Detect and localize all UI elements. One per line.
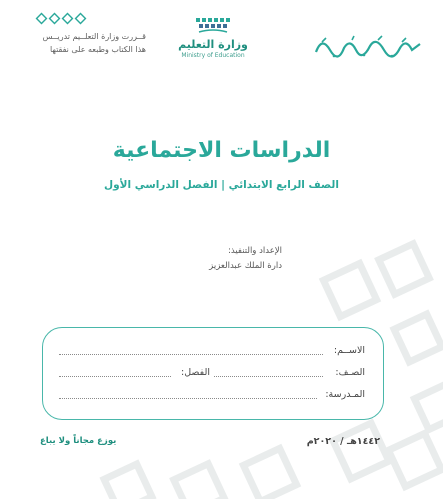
ministry-name-ar: وزارة التعليم [178,38,248,51]
school-label: المـدرسة: [325,389,365,400]
name-field[interactable] [59,345,365,359]
section-label: الفصل: [181,367,210,378]
approval-line-2: هذا الكتاب وطبعه على نفقتها [49,45,146,54]
approval-line-1: قــررت وزارة التعلــيم تدريــس [42,32,146,41]
prepared-label: الإعداد والتنفيذ: [228,246,282,256]
ministry-of-education-logo [172,16,254,66]
prepared-by: دارة الملك عبدالعزيز [209,261,282,271]
book-title: الدراسات الاجتماعية [112,138,331,163]
school-field[interactable] [59,389,365,403]
student-info-box [42,327,384,420]
calligraphy-logo-icon [312,30,424,60]
grade-line[interactable] [214,376,323,377]
free-distribution-note: يوزع مجاناً ولا يباع [40,436,117,446]
book-subtitle: الصف الرابع الابتدائي | الفصل الدراسي الأول [104,179,339,191]
school-line[interactable] [59,398,317,399]
grade-section-field[interactable] [59,367,365,381]
saudi-kingdom-logo [312,30,424,60]
section-line[interactable] [59,376,171,377]
ministry-name-en: Ministry of Education [181,52,245,59]
publication-year: ١٤٤٢هـ / ٢٠٢٠م [306,436,380,447]
diamond-dots-icon [34,12,94,26]
ministry-emblem-icon [193,16,233,36]
grade-label: الصـف: [335,367,365,378]
approval-notice [16,12,146,62]
name-line[interactable] [59,354,323,355]
name-label: الاســم: [333,345,365,356]
